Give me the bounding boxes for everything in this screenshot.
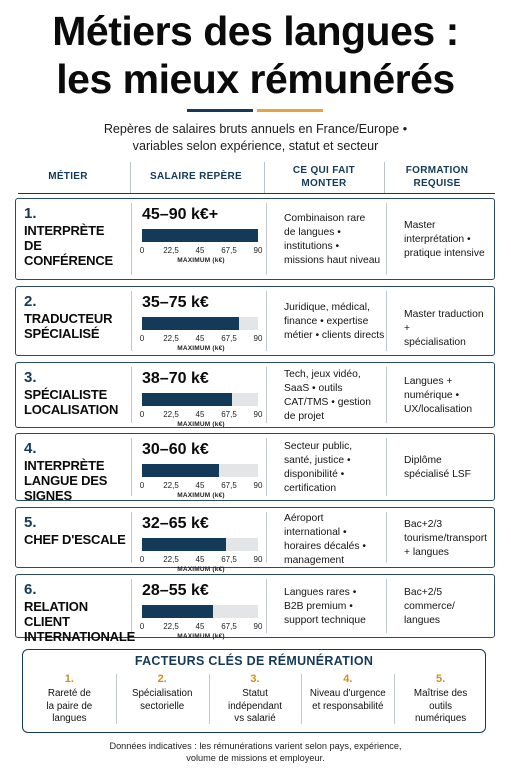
column-header-education-line-2: REQUISE [413,178,461,189]
key-factor-label-line: numériques [414,713,467,724]
job-rank: 4. [24,440,37,457]
key-factor-label [304,688,392,713]
axis-tick-label: 67,5 [221,555,237,564]
salary-bar-track [142,464,258,477]
axis-tick-label: 0 [139,246,145,255]
key-factor [304,672,392,713]
required-education-line: spécialisation [404,337,466,348]
job-title-line: SIGNES [24,488,72,503]
subtitle-line-2: variables selon expérience, statut et secteur [132,139,379,153]
salary-driver-line: support technique [284,615,366,626]
salary-driver-line: disponibilité • [284,469,345,480]
axis-label: MAXIMUM (k€) [177,566,225,573]
salary-bar-track [142,605,258,618]
axis-label: MAXIMUM (k€) [177,633,225,640]
header-divider [384,162,385,194]
key-factor-number: 5. [436,673,446,685]
salary-driver-line: Juridique, médical, [284,302,370,313]
salary-driver-line: institutions • [284,241,340,252]
key-factor-label-line: Maîtrise des [413,688,468,699]
axis-tick-label: 22,5 [163,622,179,631]
salary-range: 35–75 k€ [142,294,209,311]
job-rank: 6. [24,581,37,598]
required-education [404,219,492,261]
salary-drivers [284,586,392,628]
job-rank: 5. [24,514,37,531]
job-title-line: SPÉCIALISÉ [24,326,100,341]
required-education-line: pratique intensive [404,248,485,259]
salary-bar-track [142,317,258,330]
salary-driver-line: Combinaison rare [284,213,366,224]
salary-bar-fill [142,464,219,477]
required-education-line: Master [404,220,436,231]
salary-drivers [284,368,392,424]
required-education-line: numérique • [404,390,460,401]
axis-tick-label: 22,5 [163,246,179,255]
salary-bar-fill [142,393,232,406]
footer-line-1: Données indicatives : les rémunérations varient selon pays, expérience, [109,741,402,751]
header-divider [130,162,131,194]
axis-label: MAXIMUM (k€) [177,421,225,428]
job-title [24,458,132,503]
decorative-rule-navy [187,109,253,112]
required-education-line: Master traduction + [404,309,484,334]
salary-driver-line: Langues rares • [284,587,357,598]
required-education-line: commerce/ [404,601,455,612]
axis-tick-label: 90 [253,410,263,419]
key-factor-label-line: sectorielle [140,700,185,712]
salary-bar-fill [142,229,258,242]
key-factor-label-line: Niveau d'urgence [309,688,386,699]
job-title-line: RELATION CLIENT [24,599,88,629]
axis-tick-label: 45 [195,481,205,490]
footer-line-2: volume de missions et employeur. [186,753,325,763]
job-title-line: CHEF D'ESCALE [24,532,126,547]
axis-tick-label: 90 [253,622,263,631]
axis-tick-label: 45 [195,622,205,631]
key-factor [118,672,206,713]
required-education-line: + langues [404,546,449,558]
key-factors-box [22,649,486,733]
required-education-line: spécialisé LSF [404,469,471,480]
column-header-education [384,164,490,190]
key-factor-label-line: Rareté de [47,688,91,699]
required-education-line: UX/localisation [404,404,473,415]
column-divider [266,367,267,423]
footer-note [0,740,511,764]
axis-tick-label: 67,5 [221,622,237,631]
key-factor [25,672,113,726]
job-title [24,599,136,644]
required-education [404,518,492,560]
axis-tick-label: 0 [139,555,145,564]
job-title [24,532,132,547]
key-factor-label [25,688,113,726]
salary-driver-line: de langues • [284,227,341,238]
salary-driver-line: B2B premium • [284,601,353,612]
axis-tick-label: 67,5 [221,246,237,255]
job-card [15,362,495,428]
axis-tick-label: 45 [195,555,205,564]
job-title-line: INTERPRÈTE [24,458,105,473]
axis-tick-label: 22,5 [163,410,179,419]
key-factor-divider [209,674,210,724]
salary-driver-line: finance • expertise [284,316,369,327]
job-card [15,286,495,356]
required-education-line: tourisme/transport [404,532,487,544]
key-factor [397,672,485,726]
column-header-factors-line-2: MONTER [301,178,347,189]
salary-driver-line: SaaS • outils [284,383,343,394]
salary-range: 30–60 k€ [142,441,209,458]
key-factor-divider [116,674,117,724]
required-education-line: interprétation • [404,234,471,245]
salary-driver-line: international • [284,527,347,538]
salary-driver-line: Tech, jeux vidéo, [284,369,361,380]
axis-tick-label: 22,5 [163,334,179,343]
key-factor [211,672,299,726]
salary-driver-line: de projet [284,411,325,422]
column-divider [266,291,267,351]
column-header-job [18,170,118,183]
job-title-line: LOCALISATION [24,402,119,417]
salary-drivers [284,512,392,568]
key-factor-divider [394,674,395,724]
key-factor-label [211,688,299,726]
salary-bar-fill [142,317,239,330]
column-header-salary-text: SALAIRE REPÈRE [150,171,242,182]
axis-tick-label: 22,5 [163,555,179,564]
salary-drivers [284,440,392,496]
axis-tick-label: 0 [139,334,145,343]
key-factor-label-line: outils [429,700,453,712]
key-factor-label-line: vs salarié [234,713,276,724]
key-factors-title: FACTEURS CLÉS DE RÉMUNÉRATION [134,654,374,668]
axis-tick-label: 67,5 [221,334,237,343]
job-title [24,223,132,268]
axis-label: MAXIMUM (k€) [177,257,225,264]
job-title-line: DE CONFÉRENCE [24,238,114,268]
axis-tick-label: 45 [195,246,205,255]
key-factor-label-line: indépendant [228,700,282,712]
key-factor-label [118,688,206,713]
salary-driver-line: horaires décalés • [284,541,367,552]
salary-bar-track [142,538,258,551]
salary-drivers [284,301,392,343]
axis-tick-label: 0 [139,410,145,419]
key-factor-label-line: et responsabilité [312,700,384,712]
key-factor-divider [301,674,302,724]
salary-drivers [284,212,392,268]
salary-range: 32–65 k€ [142,515,209,532]
key-factor-label-line: la paire de [46,700,93,712]
key-factor-label-line: Statut [242,688,268,699]
job-card [15,574,495,644]
axis-tick-label: 22,5 [163,481,179,490]
column-header-factors-line-1: CE QUI FAIT [292,165,356,176]
salary-driver-line: Secteur public, [284,441,353,452]
salary-driver-line: missions haut niveau [284,255,381,266]
salary-range: 45–90 k€+ [142,206,219,223]
key-factor-number: 1. [64,673,74,685]
column-header-education-line-1: FORMATION [405,165,469,176]
salary-driver-line: CAT/TMS • gestion [284,397,371,408]
column-header-salary [130,170,262,183]
salary-driver-line: management [284,555,345,566]
key-factor-number: 3. [250,673,260,685]
salary-bar-track [142,229,258,242]
job-title [24,311,132,341]
required-education-line: Diplôme [404,455,442,466]
required-education-line: langues [404,615,441,626]
column-header-factors [266,164,382,190]
required-education [404,454,492,482]
salary-range: 38–70 k€ [142,370,209,387]
required-education [404,375,492,417]
axis-tick-label: 45 [195,334,205,343]
header-divider [264,162,265,194]
salary-driver-line: santé, justice • [284,455,351,466]
required-education [404,586,492,628]
key-factor-label-line: langues [52,713,87,724]
job-rank: 1. [24,205,37,222]
job-card [15,433,495,501]
subtitle [0,121,511,155]
axis-tick-label: 67,5 [221,410,237,419]
decorative-rule-gold [257,109,323,112]
key-factor-number: 2. [157,673,167,685]
page-title-line-2: les mieux rémunérés [56,56,455,102]
required-education-line: Bac+2/5 [404,587,443,598]
job-title-line: LANGUE DES [24,473,108,488]
job-title-line: INTERPRÈTE [24,223,105,238]
axis-tick-label: 0 [139,622,145,631]
axis-tick-label: 0 [139,481,145,490]
job-rank: 2. [24,293,37,310]
salary-bar-fill [142,605,213,618]
axis-tick-label: 90 [253,246,263,255]
required-education-line: Bac+2/3 [404,518,443,530]
axis-label: MAXIMUM (k€) [177,492,225,499]
axis-tick-label: 90 [253,555,263,564]
required-education-line: Langues + [404,376,453,387]
salary-driver-line: certification [284,483,337,494]
job-title-line: TRADUCTEUR [24,311,113,326]
column-divider [266,579,267,633]
salary-driver-line: Aéroport [284,513,324,524]
key-factor-label-line: Spécialisation [131,688,193,699]
job-card [15,507,495,573]
key-factor-number: 4. [343,673,353,685]
column-header-job-text: MÉTIER [48,171,88,182]
key-factor-label [397,688,485,726]
salary-bar-track [142,393,258,406]
job-title-line: INTERNATIONALE [24,629,136,644]
salary-range: 28–55 k€ [142,582,209,599]
job-card [15,198,495,280]
column-divider [266,203,267,275]
subtitle-line-1: Repères de salaires bruts annuels en France/Europe • [103,122,408,136]
axis-tick-label: 90 [253,481,263,490]
job-title-line: SPÉCIALISTE [24,387,108,402]
axis-label: MAXIMUM (k€) [177,345,225,352]
job-title [24,387,132,417]
page-title-line-1: Métiers des langues : [52,8,459,54]
axis-tick-label: 45 [195,410,205,419]
axis-tick-label: 90 [253,334,263,343]
column-divider [266,438,267,496]
header-rule [18,193,495,194]
salary-bar-fill [142,538,226,551]
required-education [404,308,492,350]
salary-driver-line: métier • clients directs [284,330,385,341]
axis-tick-label: 67,5 [221,481,237,490]
column-divider [266,512,267,563]
job-rank: 3. [24,369,37,386]
